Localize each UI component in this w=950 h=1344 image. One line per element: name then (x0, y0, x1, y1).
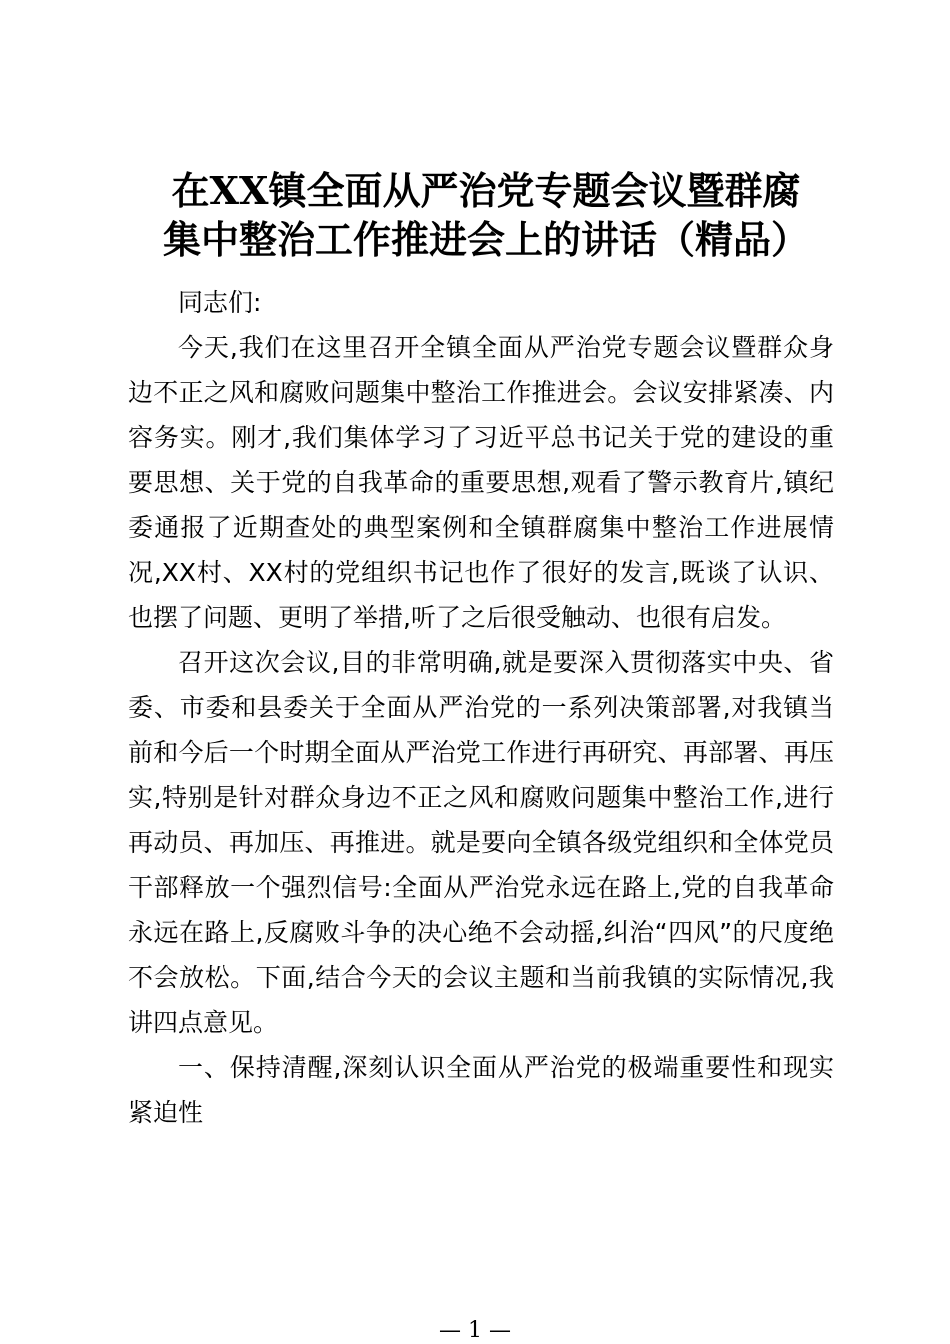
section-heading: 一、保持清醒,深刻认识全面从严治党的极端重要性和现实紧迫性 (128, 1053, 834, 1127)
page-number: — 1 — (439, 1318, 511, 1343)
salutation: 同志们: (178, 288, 262, 317)
paragraph-2: 召开这次会议,目的非常明确,就是要深入贯彻落实中央、省委、市委和县委关于全面从严治党的一系列决策部署,对我镇当前和今后一个时期全面从严治党工作进行再研究、再部署、再压实,特别是针对群众身边不正之风和腐败问题集中整治工作,进行再动员、再加压、再推进。就是要向全镇各级党组织和全体党员干部释放一个强烈信号:全面从严治党永远在路上,党的自我革命永远在路上,反腐败斗争的决心绝不会动摇,纠治“四风”的尺度绝不会放松。下面,结合今天的会议主题和当前我镇的实际情况,我讲四点意见。 (128, 648, 834, 1037)
document-title (126, 166, 846, 264)
title-line-1: 在XX镇全面从严治党专题会议暨群腐 (171, 168, 801, 213)
paragraph-1: 今天,我们在这里召开全镇全面从严治党专题会议暨群众身边不正之风和腐败问题集中整治工作推进会。会议安排紧凑、内容务实。刚才,我们集体学习了习近平总书记关于党的建设的重要思想、关于党的自我革命的重要思想,观看了警示教育片,镇纪委通报了近期查处的典型案例和全镇群腐集中整治工作进展情况,XX村、XX村的党组织书记也作了很好的发言,既谈了认识、也摆了问题、更明了举措,听了之后很受触动、也很有启发。 (128, 333, 834, 632)
title-line-2: 集中整治工作推进会上的讲话（精品） (162, 217, 809, 262)
document-body (128, 280, 834, 1135)
